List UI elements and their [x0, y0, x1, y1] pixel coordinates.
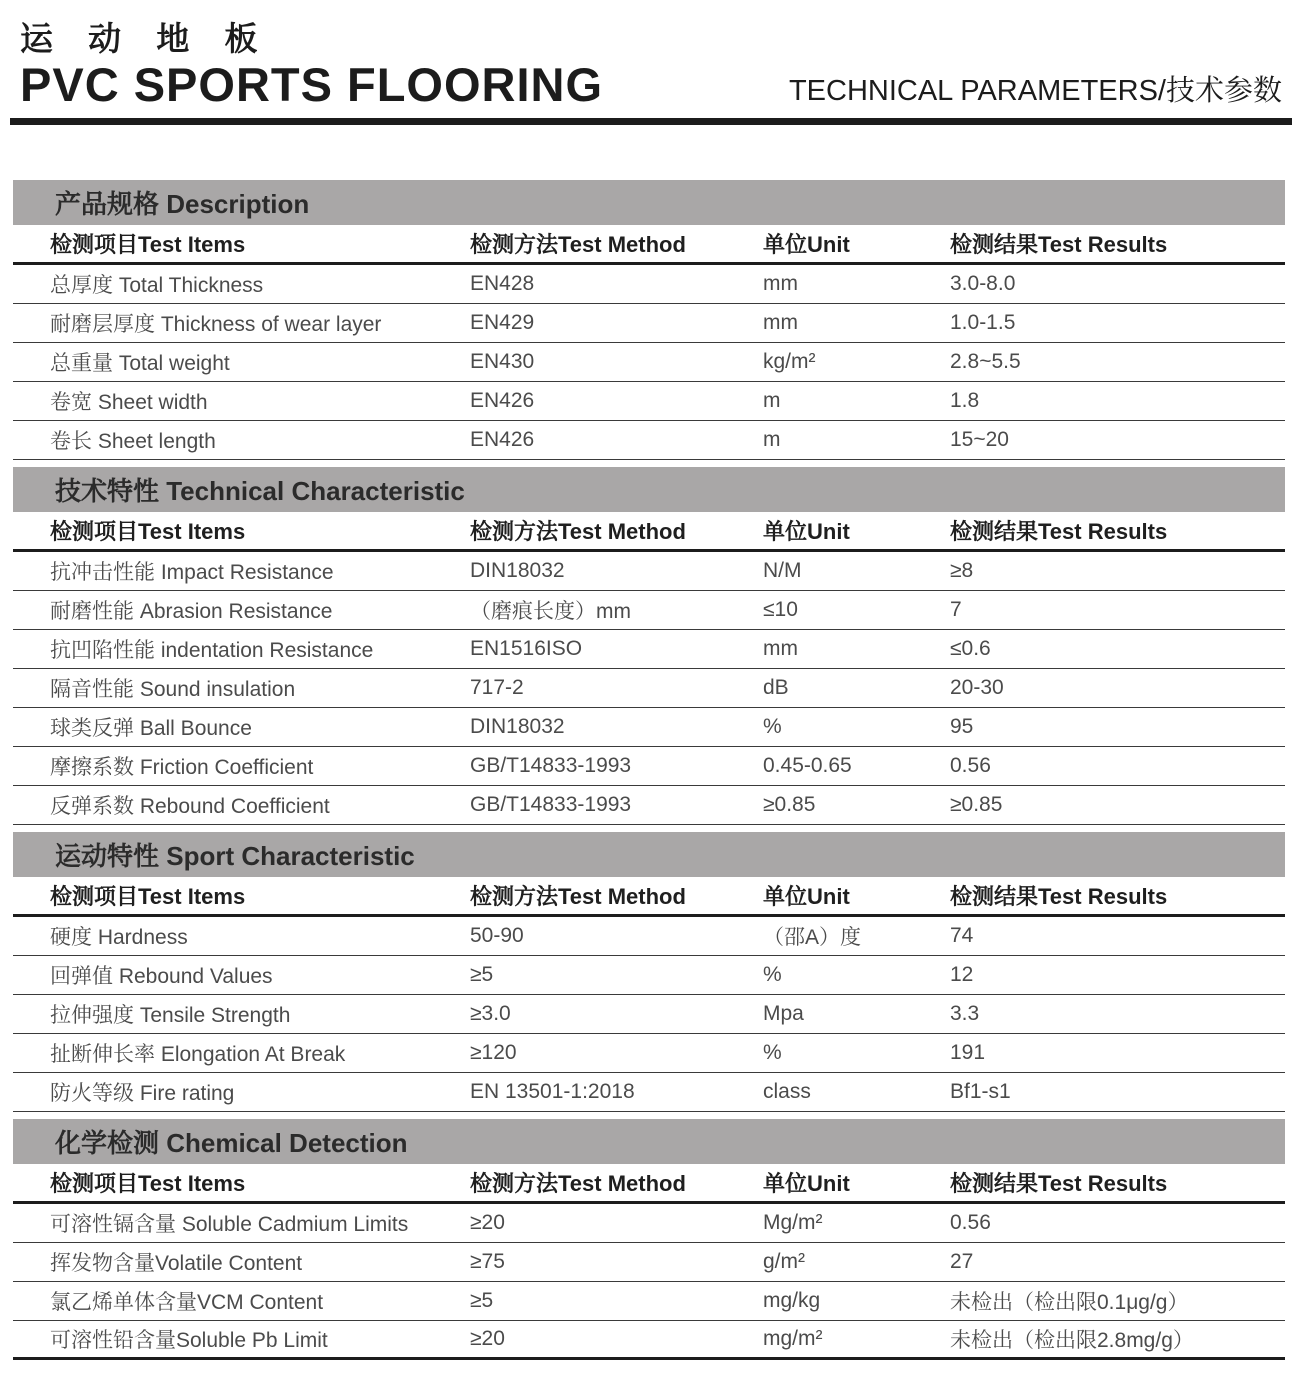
cell-test-method: ≥120 [470, 1041, 517, 1064]
cell-test-item: 总厚度 Total Thickness [50, 274, 264, 297]
cell-unit: N/M [763, 559, 802, 582]
column-header-unit: 单位Unit [763, 232, 850, 257]
cell-test-result: Bf1-s1 [950, 1080, 1011, 1103]
cell-test-method: ≥5 [470, 1289, 494, 1312]
table-row [13, 995, 1285, 1034]
table-row [13, 552, 1285, 591]
cell-test-item: 隔音性能 Sound insulation [50, 678, 296, 701]
section-title: 产品规格 Description [55, 189, 310, 219]
cell-test-method: EN426 [470, 389, 535, 412]
cell-unit: g/m² [763, 1250, 805, 1273]
section-sport-characteristic [13, 832, 1285, 1112]
cell-test-item: 反弹系数 Rebound Coefficient [50, 795, 330, 818]
column-header-unit: 单位Unit [763, 519, 850, 544]
header-divider [10, 118, 1292, 125]
section-description [13, 180, 1285, 460]
cell-unit: class [763, 1080, 811, 1103]
cell-test-method: EN430 [470, 350, 535, 373]
cell-unit: dB [763, 676, 789, 699]
table-row [13, 591, 1285, 630]
cell-unit: ≤10 [763, 598, 798, 621]
column-header-row [13, 512, 1285, 552]
section-header [13, 832, 1285, 877]
table-row [13, 747, 1285, 786]
cell-test-method: EN428 [470, 272, 535, 295]
cell-test-item: 耐磨层厚度 Thickness of wear layer [50, 313, 382, 336]
section-header [13, 467, 1285, 512]
cell-test-method: EN1516ISO [470, 637, 583, 660]
table-row [13, 343, 1285, 382]
table-row [13, 708, 1285, 747]
column-header-test-method: 检测方法Test Method [470, 519, 686, 544]
cell-test-item: 总重量 Total weight [50, 352, 230, 375]
cell-test-item: 抗冲击性能 Impact Resistance [50, 561, 334, 584]
column-header-test-items: 检测项目Test Items [50, 232, 246, 257]
section-header [13, 1119, 1285, 1164]
table-body [13, 917, 1285, 1112]
section-chemical-detection [13, 1119, 1285, 1360]
cell-test-method: GB/T14833-1993 [470, 754, 632, 777]
column-header-row [13, 877, 1285, 917]
column-header-test-results: 检测结果Test Results [950, 519, 1168, 544]
cell-test-result: 7 [950, 598, 962, 621]
cell-test-result: 74 [950, 924, 974, 947]
column-header-test-method: 检测方法Test Method [470, 884, 686, 909]
column-header-row [13, 225, 1285, 265]
cell-test-method: （磨痕长度）mm [470, 600, 631, 623]
cell-test-item: 卷宽 Sheet width [50, 391, 208, 414]
cell-unit: ≥0.85 [763, 793, 816, 816]
cell-test-method: GB/T14833-1993 [470, 793, 632, 816]
cell-test-item: 球类反弹 Ball Bounce [50, 717, 252, 740]
cell-test-item: 可溶性铅含量Soluble Pb Limit [50, 1329, 328, 1352]
cell-unit: mm [763, 637, 798, 660]
table-body [13, 1204, 1285, 1360]
column-header-unit: 单位Unit [763, 884, 850, 909]
table-row [13, 265, 1285, 304]
table-body [13, 265, 1285, 460]
table-row [13, 1243, 1285, 1282]
cell-test-result: 3.0-8.0 [950, 272, 1016, 295]
column-header-test-method: 检测方法Test Method [470, 232, 686, 257]
cell-test-item: 耐磨性能 Abrasion Resistance [50, 600, 333, 623]
product-title-english: PVC SPORTS FLOORING [20, 58, 604, 111]
cell-unit: mm [763, 311, 798, 334]
cell-unit: % [763, 715, 782, 738]
table-row [13, 304, 1285, 343]
cell-unit: kg/m² [763, 350, 816, 373]
cell-test-method: EN 13501-1:2018 [470, 1080, 635, 1103]
cell-test-result: 2.8~5.5 [950, 350, 1021, 373]
cell-test-result: 95 [950, 715, 974, 738]
cell-unit: 0.45-0.65 [763, 754, 852, 777]
table-row [13, 786, 1285, 825]
cell-test-result: ≥8 [950, 559, 974, 582]
table-row [13, 382, 1285, 421]
table-row [13, 1073, 1285, 1112]
cell-test-item: 硬度 Hardness [50, 926, 188, 949]
cell-test-result: 191 [950, 1041, 986, 1064]
cell-test-result: 0.56 [950, 1211, 991, 1234]
cell-test-method: ≥75 [470, 1250, 505, 1273]
cell-test-method: ≥20 [470, 1211, 505, 1234]
cell-unit: Mpa [763, 1002, 804, 1025]
table-row [13, 1282, 1285, 1321]
cell-test-method: 717-2 [470, 676, 524, 699]
cell-test-item: 防火等级 Fire rating [50, 1082, 235, 1105]
column-header-test-method: 检测方法Test Method [470, 1171, 686, 1196]
table-row [13, 1321, 1285, 1360]
section-title: 运动特性 Sport Characteristic [55, 841, 415, 871]
cell-test-item: 卷长 Sheet length [50, 430, 216, 453]
cell-test-item: 可溶性镉含量 Soluble Cadmium Limits [50, 1213, 409, 1236]
cell-test-method: DIN18032 [470, 715, 565, 738]
column-header-row [13, 1164, 1285, 1204]
table-row [13, 1034, 1285, 1073]
section-title: 技术特性 Technical Characteristic [55, 476, 465, 506]
section-title: 化学检测 Chemical Detection [55, 1128, 408, 1158]
cell-unit: mg/kg [763, 1289, 821, 1312]
column-header-test-items: 检测项目Test Items [50, 519, 246, 544]
product-title-chinese: 运 动 地 板 [20, 20, 271, 57]
cell-test-method: EN429 [470, 311, 535, 334]
cell-unit: （邵A）度 [763, 926, 862, 949]
cell-test-item: 氯乙烯单体含量VCM Content [50, 1291, 324, 1314]
cell-test-method: ≥3.0 [470, 1002, 511, 1025]
technical-parameters-heading: TECHNICAL PARAMETERS/技术参数 [788, 75, 1282, 107]
cell-test-item: 回弹值 Rebound Values [50, 965, 273, 988]
column-header-test-items: 检测项目Test Items [50, 884, 246, 909]
cell-test-result: 12 [950, 963, 974, 986]
cell-test-item: 抗凹陷性能 indentation Resistance [50, 639, 374, 662]
table-row [13, 1204, 1285, 1243]
cell-test-result: 0.56 [950, 754, 991, 777]
cell-unit: % [763, 963, 782, 986]
column-header-test-results: 检测结果Test Results [950, 884, 1168, 909]
cell-unit: mg/m² [763, 1327, 823, 1350]
cell-test-result: 15~20 [950, 428, 1009, 451]
table-row [13, 421, 1285, 460]
cell-test-result: 未检出（检出限0.1μg/g） [950, 1291, 1189, 1314]
column-header-test-results: 检测结果Test Results [950, 1171, 1168, 1196]
cell-unit: m [763, 389, 781, 412]
column-header-test-results: 检测结果Test Results [950, 232, 1168, 257]
cell-test-result: 27 [950, 1250, 974, 1273]
cell-test-result: 未检出（检出限2.8mg/g） [950, 1329, 1194, 1352]
table-body [13, 552, 1285, 825]
cell-test-item: 摩擦系数 Friction Coefficient [50, 756, 314, 779]
cell-test-method: 50-90 [470, 924, 524, 947]
section-technical-characteristic [13, 467, 1285, 825]
cell-test-result: ≤0.6 [950, 637, 991, 660]
cell-unit: Mg/m² [763, 1211, 823, 1234]
table-row [13, 956, 1285, 995]
cell-test-result: 3.3 [950, 1002, 980, 1025]
cell-test-result: 1.8 [950, 389, 980, 412]
column-header-test-items: 检测项目Test Items [50, 1171, 246, 1196]
cell-test-method: ≥5 [470, 963, 494, 986]
tables-container [13, 180, 1285, 1360]
cell-test-item: 扯断伸长率 Elongation At Break [50, 1043, 346, 1066]
cell-test-item: 拉伸强度 Tensile Strength [50, 1004, 291, 1027]
cell-test-result: 1.0-1.5 [950, 311, 1016, 334]
section-header [13, 180, 1285, 225]
cell-unit: % [763, 1041, 782, 1064]
table-row [13, 669, 1285, 708]
page-header [0, 0, 1300, 110]
cell-test-method: EN426 [470, 428, 535, 451]
cell-test-method: DIN18032 [470, 559, 565, 582]
cell-test-item: 挥发物含量Volatile Content [50, 1252, 303, 1275]
cell-unit: mm [763, 272, 798, 295]
cell-unit: m [763, 428, 781, 451]
column-header-unit: 单位Unit [763, 1171, 850, 1196]
table-row [13, 630, 1285, 669]
cell-test-result: 20-30 [950, 676, 1004, 699]
cell-test-result: ≥0.85 [950, 793, 1003, 816]
cell-test-method: ≥20 [470, 1327, 505, 1350]
table-row [13, 917, 1285, 956]
